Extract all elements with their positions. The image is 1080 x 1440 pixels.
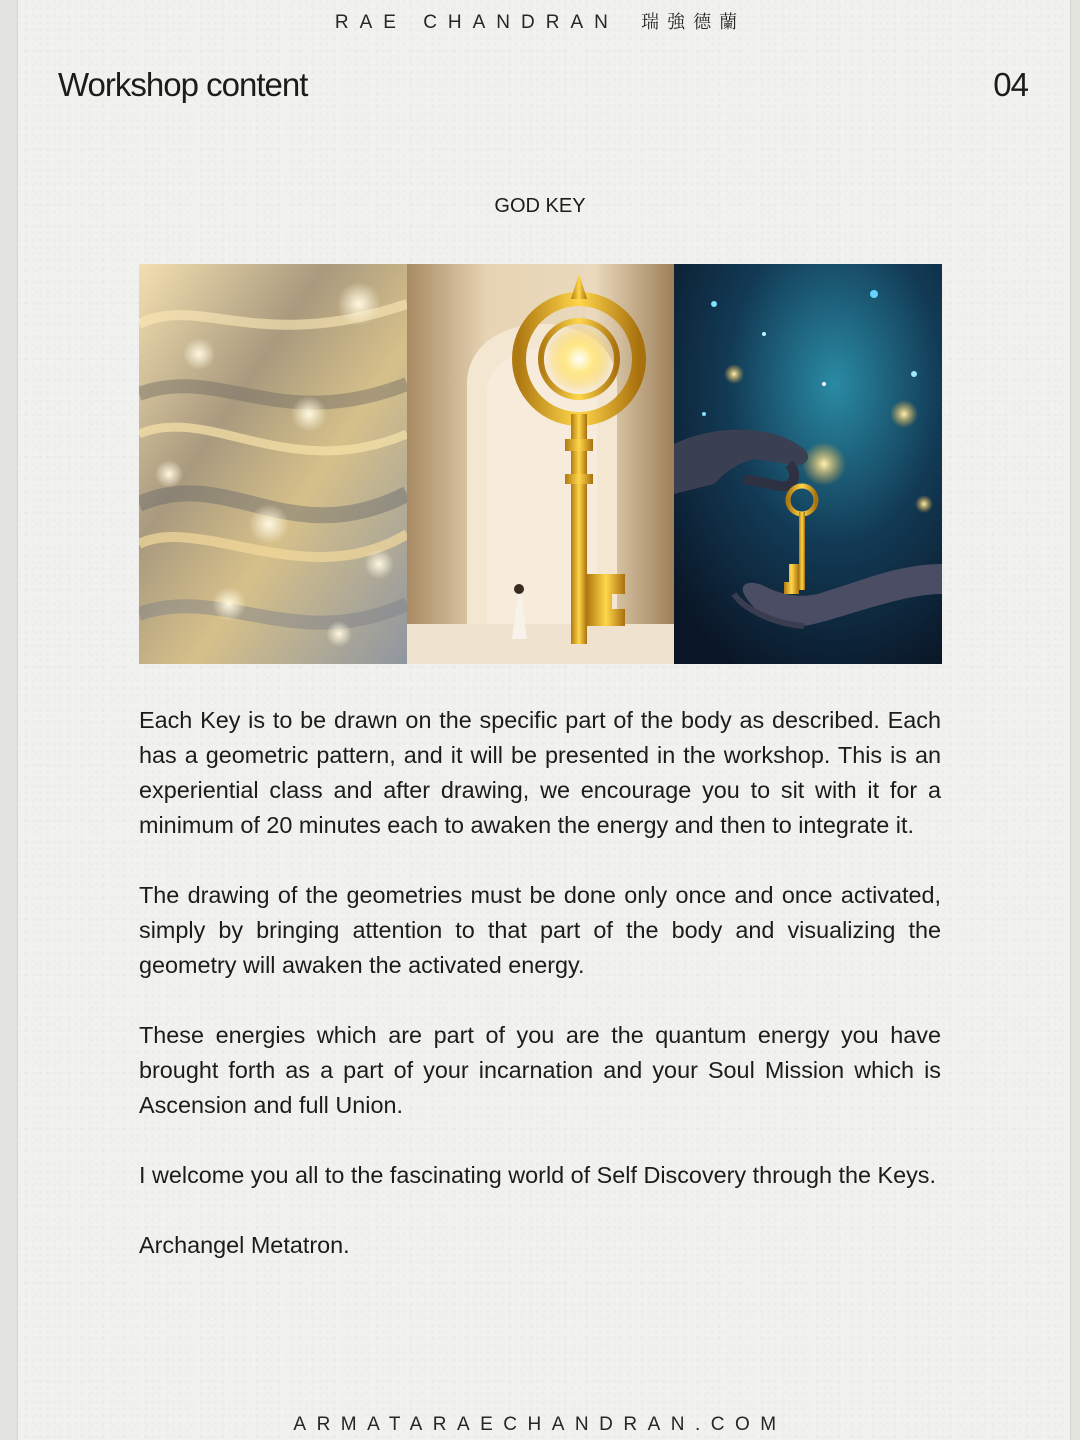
brand-name: RAE CHANDRAN bbox=[334, 12, 619, 33]
golden-waves-image bbox=[139, 264, 407, 664]
page-title: Workshop content bbox=[58, 66, 308, 103]
image-strip bbox=[139, 264, 942, 664]
golden-key-image bbox=[407, 264, 675, 664]
paragraph-geometries: The drawing of the geometries must be done only once and once activated, simply by bringing attention to that part of the body and visualizing the geometry will awaken the activated energy. bbox=[139, 882, 941, 978]
signature: Archangel Metatron. bbox=[139, 1232, 350, 1258]
section-label: GOD KEY bbox=[494, 195, 586, 217]
body-text bbox=[139, 703, 941, 1298]
brand-header bbox=[0, 8, 1080, 34]
hands-key-image bbox=[674, 264, 942, 664]
footer-website[interactable]: ARMATARAECHANDRAN.COM bbox=[293, 1414, 787, 1435]
paragraph-key-drawing: Each Key is to be drawn on the specific part of the body as described. Each has a geometric pattern, and it will be presented in the workshop. This is an experiential class and after drawing, we encourage you to sit with it for a minimum of 20 minutes each to awaken the energy and then to integrate it. bbox=[139, 707, 941, 838]
brand-name-chinese: 瑞強德蘭 bbox=[641, 12, 746, 33]
page-number: 04 bbox=[993, 66, 1028, 103]
paragraph-quantum-energy: These energies which are part of you are the quantum energy you have brought forth as a part of your incarnation and your Soul Mission which is Ascension and full Union. bbox=[139, 1022, 941, 1118]
paragraph-welcome: I welcome you all to the fascinating world of Self Discovery through the Keys. bbox=[139, 1162, 936, 1188]
